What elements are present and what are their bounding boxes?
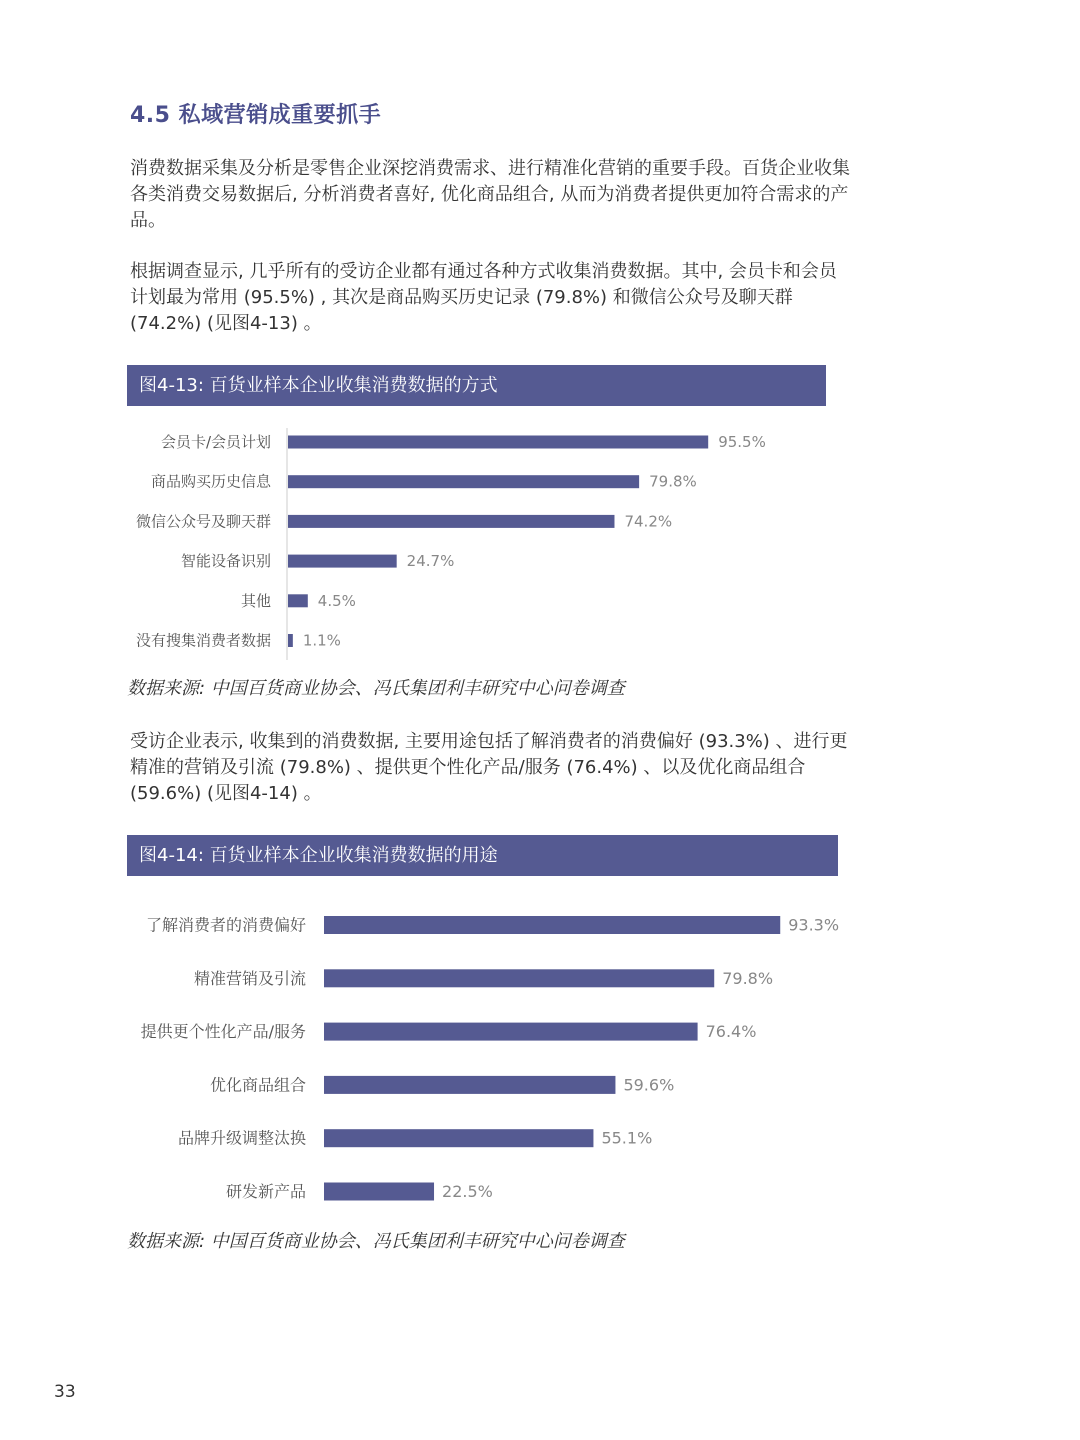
section-title: 4.5 私域营销成重要抓手 xyxy=(130,103,382,128)
bar xyxy=(324,916,780,934)
value-label: 93.3% xyxy=(788,915,840,935)
category-label: 没有搜集消费者数据 xyxy=(135,631,271,650)
category-label: 了解消费者的消费偏好 xyxy=(145,915,306,935)
intro-paragraph: 消费数据采集及分析是零售企业深挖消费需求、进行精准化营销的重要手段。百货企业收集各类消费交易数据后, 分析消费者喜好, 优化商品组合, 从而为消费者提供更加符合需求的产品。 xyxy=(130,158,850,231)
category-label: 智能设备识别 xyxy=(180,552,271,571)
value-label: 22.5% xyxy=(442,1182,493,1201)
value-label: 4.5% xyxy=(317,591,356,610)
category-label: 商品购买历史信息 xyxy=(150,472,271,491)
value-label: 79.8% xyxy=(722,968,774,988)
category-label: 品牌升级调整汰换 xyxy=(177,1128,306,1148)
figure-4-13-title: 图4-13: 百货业样本企业收集消费数据的方式 xyxy=(127,365,826,406)
value-label: 74.2% xyxy=(624,512,673,531)
value-label: 76.4% xyxy=(705,1022,757,1042)
bar xyxy=(324,1183,434,1201)
bar xyxy=(288,555,397,568)
category-label: 其他 xyxy=(240,591,271,610)
value-label: 55.1% xyxy=(601,1128,653,1148)
bar xyxy=(288,515,614,528)
figure-4-14-source: 数据来源: 中国百货商业协会、冯氏集团利丰研究中心问卷调查 xyxy=(127,1231,625,1252)
bar xyxy=(288,475,639,488)
category-label: 提供更个性化产品/服务 xyxy=(140,1022,306,1042)
value-label: 59.6% xyxy=(623,1075,675,1095)
category-label: 会员卡/会员计划 xyxy=(160,433,271,451)
chart-figure-4-14 xyxy=(0,895,1080,1215)
value-label: 95.5% xyxy=(718,433,766,451)
bar xyxy=(288,436,708,449)
figure-4-13-source: 数据来源: 中国百货商业协会、冯氏集团利丰研究中心问卷调查 xyxy=(127,678,625,699)
category-label: 优化商品组合 xyxy=(209,1075,306,1095)
category-label: 研发新产品 xyxy=(225,1182,306,1201)
value-label: 1.1% xyxy=(302,631,341,650)
figure-4-14-title: 图4-14: 百货业样本企业收集消费数据的用途 xyxy=(127,835,838,876)
category-label: 精准营销及引流 xyxy=(193,968,306,988)
bar xyxy=(324,969,714,987)
bar xyxy=(324,1076,615,1094)
bar xyxy=(324,1023,698,1041)
survey-paragraph: 根据调查显示, 几乎所有的受访企业都有通过各种方式收集消费数据。其中, 会员卡和会员计划最为常用 (95.5%) , 其次是商品购买历史记录 (79.8%) 和微信公众号及聊天群 (74.2%) (见图4-13) 。 xyxy=(130,261,837,334)
bar xyxy=(288,634,293,647)
usage-paragraph: 受访企业表示, 收集到的消费数据, 主要用途包括了解消费者的消费偏好 (93.3%) 、进行更精准的营销及引流 (79.8%) 、提供更个性化产品/服务 (76.4%) 、以及优化商品组合 (59.6%) (见图4-14) 。 xyxy=(130,731,848,804)
category-label: 微信公众号及聊天群 xyxy=(135,512,271,531)
bar xyxy=(324,1129,593,1147)
value-label: 79.8% xyxy=(649,472,697,491)
bar xyxy=(288,594,308,607)
value-label: 24.7% xyxy=(406,552,455,571)
chart-figure-4-13 xyxy=(0,420,1080,665)
page-number: 33 xyxy=(54,1382,76,1402)
